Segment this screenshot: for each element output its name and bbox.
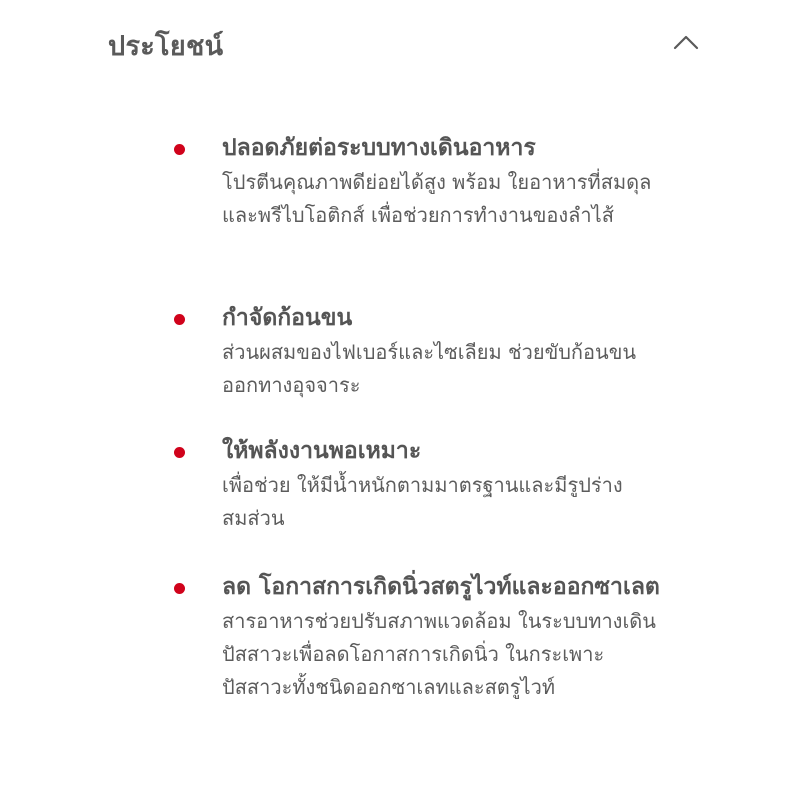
benefit-description: เพื่อช่วย ให้มีน้ำหนักตามมาตรฐานและมีรูปร่างสมส่วน xyxy=(222,473,623,530)
benefit-description: โปรตีนคุณภาพดีย่อยได้สูง พร้อม ใยอาหารที่สมดุลและพรีไบโอติกส์ เพื่อช่วยการทำงานของลำไส้ xyxy=(222,170,652,227)
bullet-icon xyxy=(174,314,185,325)
benefit-title: กำจัดก้อนขน xyxy=(222,305,353,331)
bullet-icon xyxy=(174,447,185,458)
benefit-title: ให้พลังงานพอเหมาะ xyxy=(222,438,422,464)
bullet-icon xyxy=(174,583,185,594)
benefit-description: สารอาหารช่วยปรับสภาพแวดล้อม ในระบบทางเดินปัสสาวะเพื่อลดโอกาสการเกิดนิ่ว ในกระเพาะปัสสาวะทั้งชนิดออกซาเลทและสตรูไวท์ xyxy=(222,609,656,699)
bullet-icon xyxy=(174,144,185,155)
benefit-title: ปลอดภัยต่อระบบทางเดินอาหาร xyxy=(222,135,536,161)
benefit-description: ส่วนผสมของไฟเบอร์และไซเลียม ช่วยขับก้อนขนออกทางอุจจาระ xyxy=(222,340,637,397)
benefit-title: ลด โอกาสการเกิดนิ่วสตรูไวท์และออกซาเลต xyxy=(222,574,660,600)
section-title: ประโยชน์ xyxy=(108,31,224,62)
